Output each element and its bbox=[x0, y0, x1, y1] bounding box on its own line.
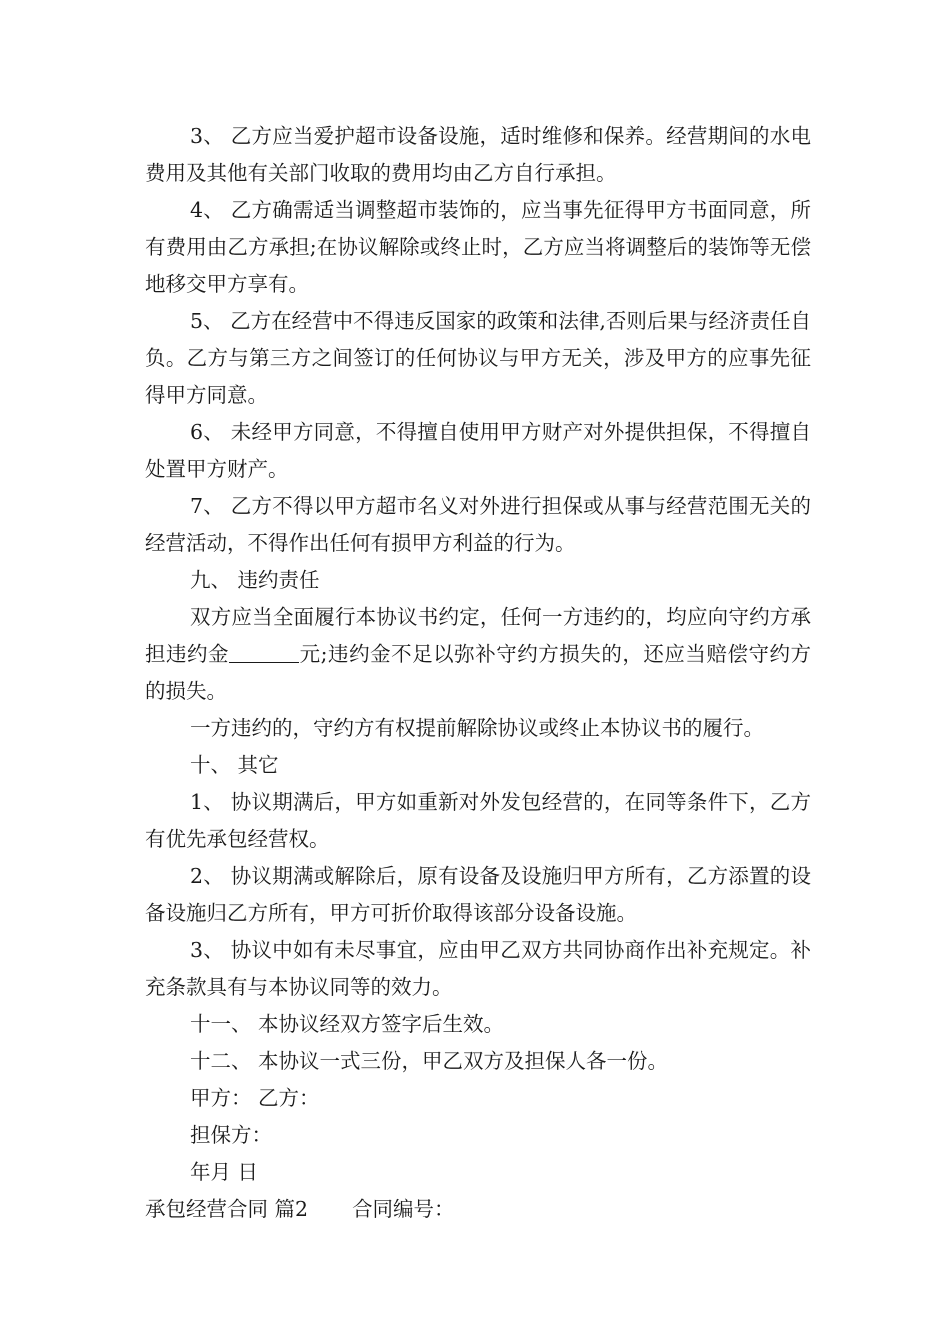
clause-10-3: 3、 协议中如有未尽事宜，应由甲乙双方共同协商作出补充规定。补充条款具有与本协议同等的效力。 bbox=[145, 938, 811, 999]
section-10-heading: 十、 其它 bbox=[190, 753, 279, 777]
clause-8-5: 5、 乙方在经营中不得违反国家的政策和法律,否则后果与经济责任自负。乙方与第三方之间签订的任何协议与甲方无关，涉及甲方的应事先征得甲方同意。 bbox=[145, 309, 811, 407]
clause-10-2: 2、 协议期满或解除后，原有设备及设施归甲方所有，乙方添置的设备设施归乙方所有，甲方可折价取得该部分设备设施。 bbox=[145, 864, 811, 925]
section-11: 十一、 本协议经双方签字后生效。 bbox=[190, 1012, 505, 1036]
penalty-amount-blank bbox=[229, 640, 299, 663]
signature-date: 年月 日 bbox=[190, 1160, 259, 1184]
penalty-text-before: 双方应当全面履行本协议书约定，任何一方违约的，均应向守约方承担违约金 bbox=[145, 605, 811, 666]
clause-8-7: 7、 乙方不得以甲方超市名义对外进行担保或从事与经营范围无关的经营活动，不得作出任何有损甲方利益的行为。 bbox=[145, 494, 811, 555]
clause-9-penalty bbox=[145, 599, 811, 710]
clause-9-termination: 一方违约的，守约方有权提前解除协议或终止本协议书的履行。 bbox=[190, 716, 764, 740]
section-12: 十二、 本协议一式三份，甲乙双方及担保人各一份。 bbox=[190, 1049, 669, 1073]
clause-8-4: 4、 乙方确需适当调整超市装饰的，应当事先征得甲方书面同意，所有费用由乙方承担;在协议解除或终止时，乙方应当将调整后的装饰等无偿地移交甲方享有。 bbox=[145, 198, 811, 296]
contract-number-label: 合同编号： bbox=[352, 1197, 455, 1221]
next-contract-title: 承包经营合同 篇2 bbox=[145, 1197, 309, 1221]
clause-8-6: 6、 未经甲方同意，不得擅自使用甲方财产对外提供担保，不得擅自处置甲方财产。 bbox=[145, 420, 811, 481]
penalty-text-after: 元;违约金不足以弥补守约方损失的，还应当赔偿守约方的损失。 bbox=[145, 642, 812, 703]
signature-parties: 甲方： 乙方： bbox=[190, 1086, 320, 1110]
clause-10-1: 1、 协议期满后，甲方如重新对外发包经营的，在同等条件下，乙方有优先承包经营权。 bbox=[145, 790, 811, 851]
next-contract-header bbox=[145, 1191, 811, 1228]
clause-8-3: 3、 乙方应当爱护超市设备设施，适时维修和保养。经营期间的水电费用及其他有关部门收取的费用均由乙方自行承担。 bbox=[145, 124, 811, 185]
section-9-heading: 九、 违约责任 bbox=[190, 568, 320, 592]
signature-guarantor: 担保方： bbox=[190, 1123, 272, 1147]
